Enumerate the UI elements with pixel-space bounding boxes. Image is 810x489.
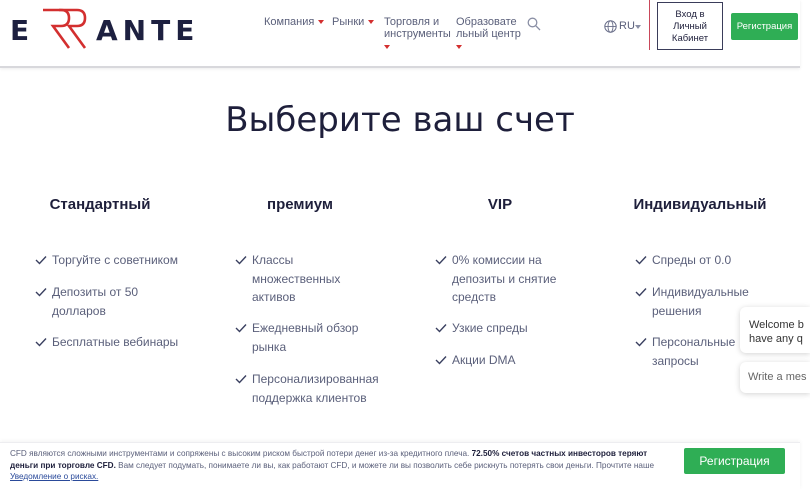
nav-item-markets[interactable] <box>332 16 374 28</box>
feature-item: Бесплатные вебинары <box>52 335 179 349</box>
feature-item: Персональные запросы <box>652 335 736 368</box>
login-label: Личный <box>673 21 707 32</box>
chat-welcome-text: have any q <box>749 333 803 345</box>
site-header <box>0 0 800 68</box>
login-label: Кабинет <box>671 33 709 44</box>
plan-title-individual: Индивидуальный <box>633 196 767 213</box>
check-icon <box>235 323 247 333</box>
check-icon <box>635 337 647 347</box>
feature-item: Торгуйте с советником <box>52 253 178 267</box>
nav-label: льный центр <box>456 28 521 40</box>
check-icon <box>35 337 47 347</box>
errante-logo[interactable] <box>10 6 200 50</box>
check-icon <box>35 255 47 265</box>
nav-label: инструменты <box>384 28 451 40</box>
chat-welcome-bubble[interactable] <box>740 307 810 353</box>
feature-item: Классы множественных активов <box>252 253 341 304</box>
feature-item: 0% комиссии на депозиты и снятие средств <box>452 253 557 304</box>
check-icon <box>635 287 647 297</box>
chat-message-input[interactable]: Write a mes <box>740 362 810 393</box>
login-label: Вход в <box>675 9 705 20</box>
check-icon <box>35 287 47 297</box>
nav-item-company[interactable] <box>264 16 324 28</box>
globe-icon[interactable] <box>604 20 617 33</box>
nav-item-education[interactable] <box>456 16 521 49</box>
check-icon <box>635 255 647 265</box>
page-title: Выберите ваш счет <box>225 100 575 140</box>
check-icon <box>435 355 447 365</box>
chat-welcome-text: Welcome b <box>749 319 804 331</box>
risk-warning-text: CFD являются сложными инструментами и сопряжены с высоким риском быстрой потери денег из-за кредитного плеча. 72.50% счетов частных инвесторов теряют деньги при торговле CFD. Вам следует подумать, понимаете ли вы, как работают CFD, и можете ли вы позволить себе рискнуть потерять свои деньги. Прочтите наше Уведомление о рисках. <box>10 449 655 481</box>
chevron-down-icon <box>384 45 390 49</box>
risk-notice-link[interactable]: Уведомление о рисках. <box>10 472 99 481</box>
chevron-down-icon <box>456 45 462 49</box>
svg-text:E: E <box>10 14 34 47</box>
login-cabinet-button[interactable] <box>657 2 723 50</box>
check-icon <box>435 255 447 265</box>
feature-item: Узкие спреды <box>452 321 528 335</box>
chevron-down-icon[interactable] <box>635 25 641 29</box>
register-button[interactable]: Регистрация <box>731 13 798 40</box>
nav-label: Рынки <box>332 16 365 28</box>
feature-item: Ежедневный обзор рынка <box>252 321 359 354</box>
search-icon[interactable] <box>527 17 541 31</box>
check-icon <box>235 374 247 384</box>
feature-item: Спреды от 0.0 <box>652 253 732 267</box>
logo-wordmark <box>10 6 200 50</box>
feature-item: Акции DMA <box>452 353 516 367</box>
plan-title-premium: премиум <box>267 196 333 213</box>
nav-label: Компания <box>264 16 315 28</box>
plan-title-standard: Стандартный <box>49 196 151 213</box>
feature-item: Депозиты от 50 долларов <box>52 285 139 318</box>
footer-register-button[interactable]: Регистрация <box>684 448 785 474</box>
nav-item-trading[interactable] <box>384 16 451 49</box>
feature-item: Персонализированная поддержка клиентов <box>252 372 379 405</box>
nav-label: Торговля и <box>384 16 440 28</box>
feature-item: Индивидуальные решения <box>652 285 749 318</box>
nav-label: Образовате <box>456 16 517 28</box>
svg-text:ANTE: ANTE <box>96 14 200 47</box>
header-divider <box>649 0 650 50</box>
check-icon <box>435 323 447 333</box>
check-icon <box>235 255 247 265</box>
language-selector[interactable]: RU <box>619 20 635 32</box>
chevron-down-icon <box>318 20 324 24</box>
plan-title-vip: VIP <box>487 196 513 213</box>
chevron-down-icon <box>368 20 374 24</box>
